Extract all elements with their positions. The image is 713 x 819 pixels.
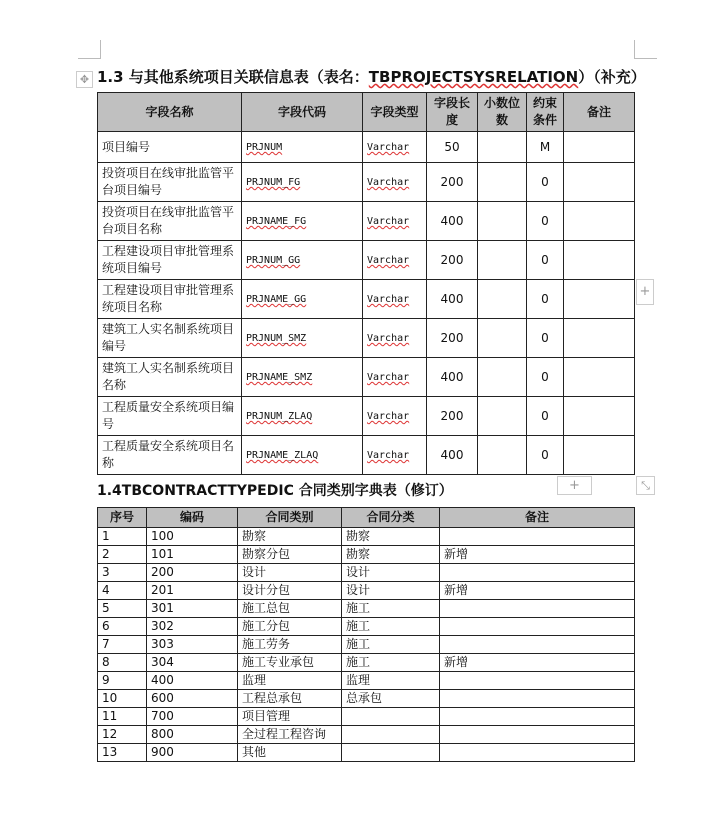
table-cell bbox=[242, 358, 363, 397]
table-cell bbox=[440, 726, 635, 744]
table-cell bbox=[363, 397, 427, 436]
table-row bbox=[98, 708, 635, 726]
table-cell bbox=[98, 132, 242, 163]
cell-text: PRJNUM_GG bbox=[246, 255, 301, 266]
table-cell: 301 bbox=[147, 600, 238, 618]
table-cell bbox=[564, 436, 635, 475]
table-cell: 监理 bbox=[342, 672, 440, 690]
cell-text: 项目编号 bbox=[102, 139, 151, 154]
page-corner-mark bbox=[78, 40, 101, 59]
table-cell bbox=[98, 319, 242, 358]
table-cell: 4 bbox=[98, 582, 147, 600]
table-cell bbox=[342, 708, 440, 726]
table-row bbox=[98, 654, 635, 672]
table-cell bbox=[440, 672, 635, 690]
table-cell bbox=[342, 744, 440, 762]
table-cell bbox=[363, 280, 427, 319]
table-cell bbox=[427, 358, 478, 397]
table-cell bbox=[527, 319, 564, 358]
table-cell: 其他 bbox=[238, 744, 342, 762]
title-text: 1.3 与其他系统项目关联信息表（表名： bbox=[97, 68, 369, 86]
table-cell: 303 bbox=[147, 636, 238, 654]
table-cell bbox=[242, 241, 363, 280]
table-cell bbox=[478, 397, 527, 436]
table-cell: 10 bbox=[98, 690, 147, 708]
cell-text: PRJNAME_SMZ bbox=[246, 372, 313, 383]
add-column-button[interactable]: + bbox=[636, 279, 654, 305]
table-cell bbox=[564, 241, 635, 280]
table-cell: 2 bbox=[98, 546, 147, 564]
table-cell bbox=[427, 202, 478, 241]
cell-text: Varchar bbox=[367, 411, 410, 422]
table-cell bbox=[427, 163, 478, 202]
table-cell: 设计 bbox=[342, 564, 440, 582]
cell-text: 工程质量安全系统项目编号 bbox=[102, 400, 235, 431]
page-corner-mark bbox=[634, 40, 657, 59]
cell-text: 400 bbox=[440, 369, 464, 384]
cell-text: 0 bbox=[541, 330, 549, 345]
table-cell: 勘察分包 bbox=[238, 546, 342, 564]
cell-text: 400 bbox=[440, 447, 464, 462]
table-cell: 施工 bbox=[342, 636, 440, 654]
title-suffix: ）（补充） bbox=[578, 68, 646, 86]
table-cell: 施工 bbox=[342, 654, 440, 672]
table-resize-handle-icon[interactable]: ⤡ bbox=[636, 476, 655, 495]
table-cell bbox=[440, 618, 635, 636]
cell-text: 0 bbox=[541, 174, 549, 189]
table-row bbox=[98, 564, 635, 582]
project-relation-table bbox=[97, 92, 635, 475]
table-cell bbox=[427, 397, 478, 436]
table-row bbox=[98, 397, 635, 436]
table-row bbox=[98, 436, 635, 475]
table-cell bbox=[527, 280, 564, 319]
table-cell bbox=[527, 241, 564, 280]
table-cell bbox=[527, 202, 564, 241]
column-header: 合同类别 bbox=[238, 508, 342, 528]
table-cell: 900 bbox=[147, 744, 238, 762]
table-cell bbox=[242, 436, 363, 475]
table-cell bbox=[363, 163, 427, 202]
table-cell: 施工 bbox=[342, 600, 440, 618]
cell-text: 建筑工人实名制系统项目编号 bbox=[102, 322, 235, 353]
cell-text: 200 bbox=[440, 408, 464, 423]
table-cell: 200 bbox=[147, 564, 238, 582]
table-cell: 设计 bbox=[238, 564, 342, 582]
cell-text: 投资项目在线审批监管平台项目名称 bbox=[102, 205, 235, 236]
table-cell bbox=[527, 358, 564, 397]
cell-text: 0 bbox=[541, 447, 549, 462]
column-header: 编码 bbox=[147, 508, 238, 528]
table-cell bbox=[242, 397, 363, 436]
table-cell bbox=[478, 280, 527, 319]
table-cell bbox=[478, 132, 527, 163]
table-cell bbox=[427, 319, 478, 358]
cell-text: Varchar bbox=[367, 333, 410, 344]
table-cell bbox=[527, 436, 564, 475]
table-cell bbox=[440, 600, 635, 618]
table-cell bbox=[363, 436, 427, 475]
table-cell: 勘察 bbox=[238, 528, 342, 546]
table-row bbox=[98, 358, 635, 397]
table-row bbox=[98, 672, 635, 690]
contract-type-table bbox=[97, 507, 635, 762]
table-cell bbox=[242, 202, 363, 241]
table-cell bbox=[427, 241, 478, 280]
table-cell bbox=[363, 358, 427, 397]
cell-text: PRJNUM bbox=[246, 142, 283, 153]
cell-text: Varchar bbox=[367, 255, 410, 266]
table-cell bbox=[363, 241, 427, 280]
section-1-3-title bbox=[97, 66, 646, 88]
table-cell: 新增 bbox=[440, 654, 635, 672]
table-cell bbox=[98, 163, 242, 202]
table-cell bbox=[478, 163, 527, 202]
cell-text: 工程建设项目审批管理系统项目名称 bbox=[102, 283, 235, 314]
table-cell bbox=[363, 202, 427, 241]
column-header: 合同分类 bbox=[342, 508, 440, 528]
table-cell bbox=[478, 319, 527, 358]
table-cell bbox=[363, 132, 427, 163]
table-cell: 304 bbox=[147, 654, 238, 672]
table-cell: 8 bbox=[98, 654, 147, 672]
cell-text: 0 bbox=[541, 252, 549, 267]
cell-text: PRJNUM_FG bbox=[246, 177, 301, 188]
table-cell bbox=[98, 436, 242, 475]
table-cell: 7 bbox=[98, 636, 147, 654]
cell-text: PRJNUM_SMZ bbox=[246, 333, 307, 344]
cell-text: Varchar bbox=[367, 294, 410, 305]
table-row bbox=[98, 636, 635, 654]
title-table-name: TBPROJECTSYSRELATION bbox=[368, 68, 579, 86]
table-cell bbox=[527, 132, 564, 163]
section-1-4-title: 1.4TBCONTRACTTYPEDIC 合同类别字典表（修订） bbox=[97, 483, 453, 499]
table-cell: 101 bbox=[147, 546, 238, 564]
cell-text: M bbox=[539, 139, 551, 154]
table-cell: 302 bbox=[147, 618, 238, 636]
table-cell bbox=[242, 163, 363, 202]
table-move-handle-icon[interactable]: ✥ bbox=[76, 71, 93, 88]
table-cell bbox=[527, 163, 564, 202]
cell-text: 0 bbox=[541, 291, 549, 306]
table-cell bbox=[242, 319, 363, 358]
table-cell bbox=[478, 241, 527, 280]
table-cell bbox=[564, 132, 635, 163]
table-row bbox=[98, 582, 635, 600]
cell-text: Varchar bbox=[367, 372, 410, 383]
cell-text: 0 bbox=[541, 369, 549, 384]
table-cell bbox=[478, 358, 527, 397]
table-row bbox=[98, 726, 635, 744]
table-cell bbox=[564, 163, 635, 202]
table-cell bbox=[98, 280, 242, 319]
table-cell: 新增 bbox=[440, 546, 635, 564]
table-row bbox=[98, 202, 635, 241]
cell-text: 200 bbox=[440, 174, 464, 189]
table-cell: 13 bbox=[98, 744, 147, 762]
table-cell bbox=[564, 358, 635, 397]
table-cell: 施工专业承包 bbox=[238, 654, 342, 672]
table-row bbox=[98, 163, 635, 202]
column-header: 小数位数 bbox=[478, 93, 527, 132]
table-row bbox=[98, 600, 635, 618]
add-row-button[interactable]: + bbox=[557, 476, 592, 495]
table-cell: 勘察 bbox=[342, 546, 440, 564]
cell-text: 工程建设项目审批管理系统项目编号 bbox=[102, 244, 235, 275]
table-row bbox=[98, 528, 635, 546]
table-cell: 施工总包 bbox=[238, 600, 342, 618]
cell-text: PRJNAME_FG bbox=[246, 216, 307, 227]
table-cell: 新增 bbox=[440, 582, 635, 600]
cell-text: 200 bbox=[440, 330, 464, 345]
cell-text: 400 bbox=[440, 291, 464, 306]
table-cell: 3 bbox=[98, 564, 147, 582]
table-cell bbox=[440, 636, 635, 654]
table-cell: 工程总承包 bbox=[238, 690, 342, 708]
table-row bbox=[98, 744, 635, 762]
cell-text: PRJNAME_ZLAQ bbox=[246, 450, 319, 461]
section-1-4-heading bbox=[97, 475, 650, 507]
table-cell bbox=[98, 241, 242, 280]
table-cell bbox=[564, 280, 635, 319]
table-cell bbox=[98, 202, 242, 241]
table-cell bbox=[478, 436, 527, 475]
table-cell: 12 bbox=[98, 726, 147, 744]
table-cell bbox=[527, 397, 564, 436]
column-header: 字段长度 bbox=[427, 93, 478, 132]
table-cell bbox=[564, 319, 635, 358]
table-cell bbox=[440, 564, 635, 582]
cell-text: 0 bbox=[541, 213, 549, 228]
column-header: 序号 bbox=[98, 508, 147, 528]
table-cell: 设计分包 bbox=[238, 582, 342, 600]
table-cell bbox=[427, 436, 478, 475]
cell-text: Varchar bbox=[367, 177, 410, 188]
table-cell: 400 bbox=[147, 672, 238, 690]
table-cell: 设计 bbox=[342, 582, 440, 600]
column-header: 字段类型 bbox=[363, 93, 427, 132]
table-cell: 201 bbox=[147, 582, 238, 600]
table-cell bbox=[363, 319, 427, 358]
table-row bbox=[98, 618, 635, 636]
table-row bbox=[98, 280, 635, 319]
table-cell: 800 bbox=[147, 726, 238, 744]
table-cell: 5 bbox=[98, 600, 147, 618]
table-cell: 施工分包 bbox=[238, 618, 342, 636]
cell-text: 工程质量安全系统项目名称 bbox=[102, 439, 235, 470]
table-cell: 监理 bbox=[238, 672, 342, 690]
table-cell bbox=[440, 690, 635, 708]
column-header: 备注 bbox=[440, 508, 635, 528]
table-cell: 施工劳务 bbox=[238, 636, 342, 654]
table-cell: 11 bbox=[98, 708, 147, 726]
table-cell: 全过程工程咨询 bbox=[238, 726, 342, 744]
table-cell bbox=[342, 726, 440, 744]
table-cell: 勘察 bbox=[342, 528, 440, 546]
cell-text: 建筑工人实名制系统项目名称 bbox=[102, 361, 235, 392]
table-cell: 1 bbox=[98, 528, 147, 546]
table-cell bbox=[564, 397, 635, 436]
table-cell: 总承包 bbox=[342, 690, 440, 708]
cell-text: Varchar bbox=[367, 450, 410, 461]
table-row bbox=[98, 690, 635, 708]
table-cell: 600 bbox=[147, 690, 238, 708]
table-row bbox=[98, 546, 635, 564]
cell-text: Varchar bbox=[367, 216, 410, 227]
table-cell bbox=[440, 744, 635, 762]
table-cell: 施工 bbox=[342, 618, 440, 636]
table-row bbox=[98, 319, 635, 358]
table-cell bbox=[427, 132, 478, 163]
cell-text: 200 bbox=[440, 252, 464, 267]
table-cell bbox=[478, 202, 527, 241]
column-header: 约束条件 bbox=[527, 93, 564, 132]
table-cell bbox=[440, 528, 635, 546]
table-cell: 100 bbox=[147, 528, 238, 546]
table-row bbox=[98, 132, 635, 163]
cell-text: 50 bbox=[444, 139, 460, 154]
column-header: 备注 bbox=[564, 93, 635, 132]
cell-text: 投资项目在线审批监管平台项目编号 bbox=[102, 166, 235, 197]
table-cell bbox=[98, 397, 242, 436]
cell-text: Varchar bbox=[367, 142, 410, 153]
table-cell bbox=[427, 280, 478, 319]
table-cell bbox=[242, 280, 363, 319]
cell-text: PRJNUM_ZLAQ bbox=[246, 411, 313, 422]
table-cell: 项目管理 bbox=[238, 708, 342, 726]
table-cell bbox=[242, 132, 363, 163]
table-cell bbox=[440, 708, 635, 726]
table-cell: 700 bbox=[147, 708, 238, 726]
cell-text: 0 bbox=[541, 408, 549, 423]
document-body bbox=[97, 66, 650, 762]
table-cell bbox=[564, 202, 635, 241]
cell-text: PRJNAME_GG bbox=[246, 294, 307, 305]
table-row bbox=[98, 241, 635, 280]
column-header: 字段名称 bbox=[98, 93, 242, 132]
cell-text: 400 bbox=[440, 213, 464, 228]
table-cell bbox=[98, 358, 242, 397]
table-cell: 9 bbox=[98, 672, 147, 690]
table-cell: 6 bbox=[98, 618, 147, 636]
column-header: 字段代码 bbox=[242, 93, 363, 132]
